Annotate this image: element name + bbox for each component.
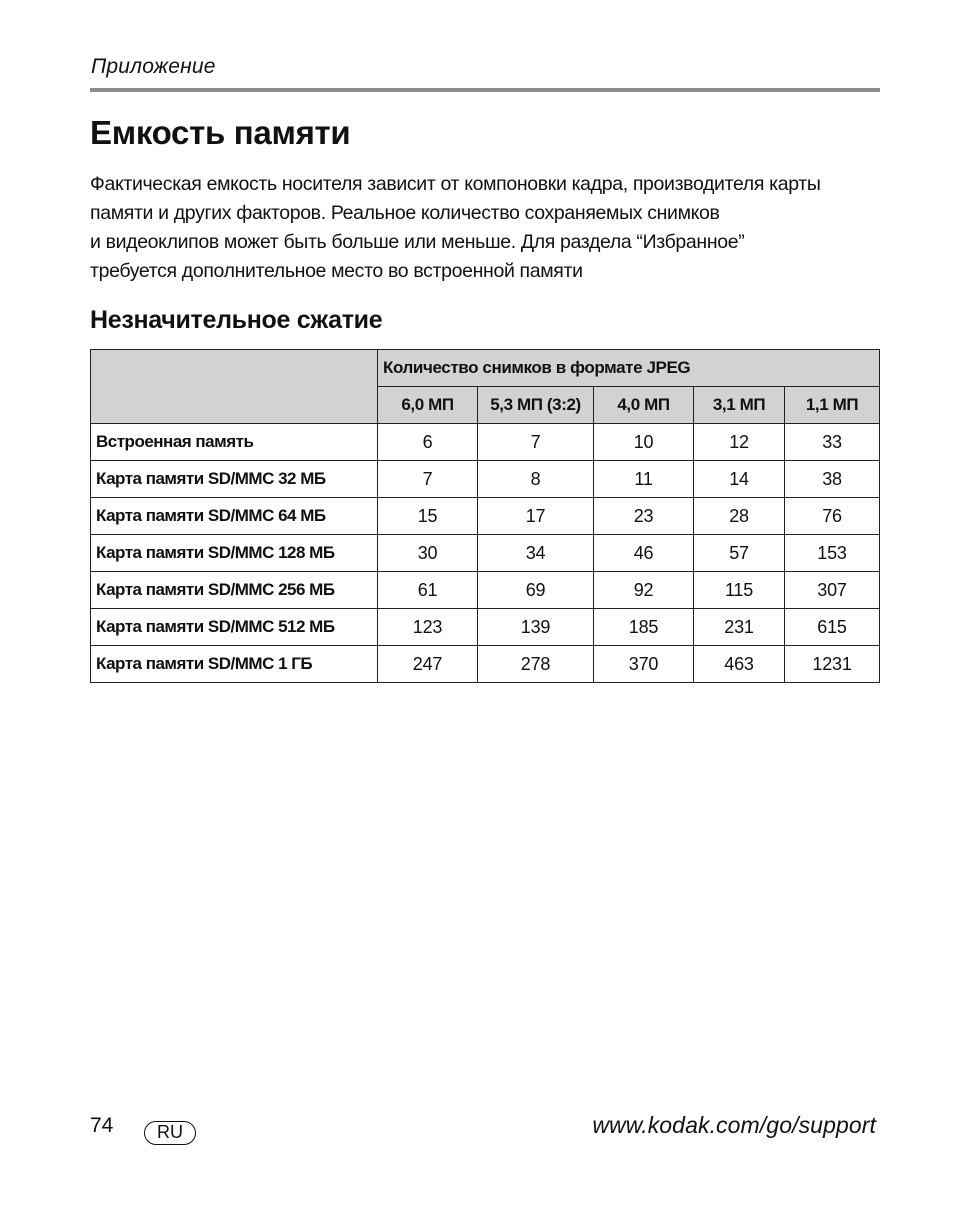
table-cell: 231 <box>694 609 785 646</box>
capacity-table <box>90 349 880 683</box>
table-cell: 14 <box>694 461 785 498</box>
intro-line: Фактическая емкость носителя зависит от компоновки кадра, производителя карты <box>90 173 821 195</box>
row-label: Встроенная память <box>91 424 378 461</box>
row-label: Карта памяти SD/MMC 1 ГБ <box>91 646 378 683</box>
table-cell: 30 <box>378 535 478 572</box>
intro-line: требуется дополнительное место во встроенной памяти <box>90 260 583 282</box>
intro-paragraph <box>90 170 890 286</box>
table-row <box>91 461 880 498</box>
column-header: 4,0 МП <box>594 387 694 424</box>
table-cell: 6 <box>378 424 478 461</box>
table-row <box>91 424 880 461</box>
table-cell: 615 <box>785 609 880 646</box>
row-label: Карта памяти SD/MMC 32 МБ <box>91 461 378 498</box>
row-label: Карта памяти SD/MMC 256 МБ <box>91 572 378 609</box>
column-header: 6,0 МП <box>378 387 478 424</box>
table-cell: 61 <box>378 572 478 609</box>
table-row <box>91 535 880 572</box>
table-cell: 38 <box>785 461 880 498</box>
table-cell: 57 <box>694 535 785 572</box>
table-row <box>91 498 880 535</box>
table-cell: 463 <box>694 646 785 683</box>
table-cell: 11 <box>594 461 694 498</box>
table-cell: 7 <box>478 424 594 461</box>
support-url: www.kodak.com/go/support <box>592 1112 876 1138</box>
table-cell: 1231 <box>785 646 880 683</box>
table-cell: 28 <box>694 498 785 535</box>
table-cell: 247 <box>378 646 478 683</box>
table-cell: 69 <box>478 572 594 609</box>
table-cell: 46 <box>594 535 694 572</box>
intro-line: памяти и других факторов. Реальное количество сохраняемых снимков <box>90 202 720 224</box>
table-corner-cell <box>91 350 378 424</box>
page-title: Емкость памяти <box>90 114 351 151</box>
table-cell: 92 <box>594 572 694 609</box>
section-title: Незначительное сжатие <box>90 306 383 334</box>
table-cell: 123 <box>378 609 478 646</box>
table-cell: 15 <box>378 498 478 535</box>
table-cell: 76 <box>785 498 880 535</box>
table-cell: 33 <box>785 424 880 461</box>
column-header: 1,1 МП <box>785 387 880 424</box>
table-cell: 115 <box>694 572 785 609</box>
table-cell: 17 <box>478 498 594 535</box>
table-cell: 185 <box>594 609 694 646</box>
table-cell: 153 <box>785 535 880 572</box>
language-badge: RU <box>144 1121 196 1145</box>
table-cell: 7 <box>378 461 478 498</box>
column-header: 3,1 МП <box>694 387 785 424</box>
group-header: Количество снимков в формате JPEG <box>378 350 880 387</box>
page-number: 74 <box>90 1114 114 1137</box>
table-cell: 10 <box>594 424 694 461</box>
table-cell: 23 <box>594 498 694 535</box>
table-header-row <box>91 350 880 387</box>
header-rule <box>90 88 880 92</box>
table-cell: 34 <box>478 535 594 572</box>
table-row <box>91 609 880 646</box>
table-cell: 139 <box>478 609 594 646</box>
table-cell: 8 <box>478 461 594 498</box>
column-header: 5,3 МП (3:2) <box>478 387 594 424</box>
table-row <box>91 646 880 683</box>
row-label: Карта памяти SD/MMC 128 МБ <box>91 535 378 572</box>
row-label: Карта памяти SD/MMC 512 МБ <box>91 609 378 646</box>
table-cell: 12 <box>694 424 785 461</box>
intro-line: и видеоклипов может быть больше или меньше. Для раздела “Избранное” <box>90 231 745 253</box>
row-label: Карта памяти SD/MMC 64 МБ <box>91 498 378 535</box>
running-head: Приложение <box>91 55 216 78</box>
table-cell: 307 <box>785 572 880 609</box>
table-cell: 370 <box>594 646 694 683</box>
table-cell: 278 <box>478 646 594 683</box>
table-row <box>91 572 880 609</box>
